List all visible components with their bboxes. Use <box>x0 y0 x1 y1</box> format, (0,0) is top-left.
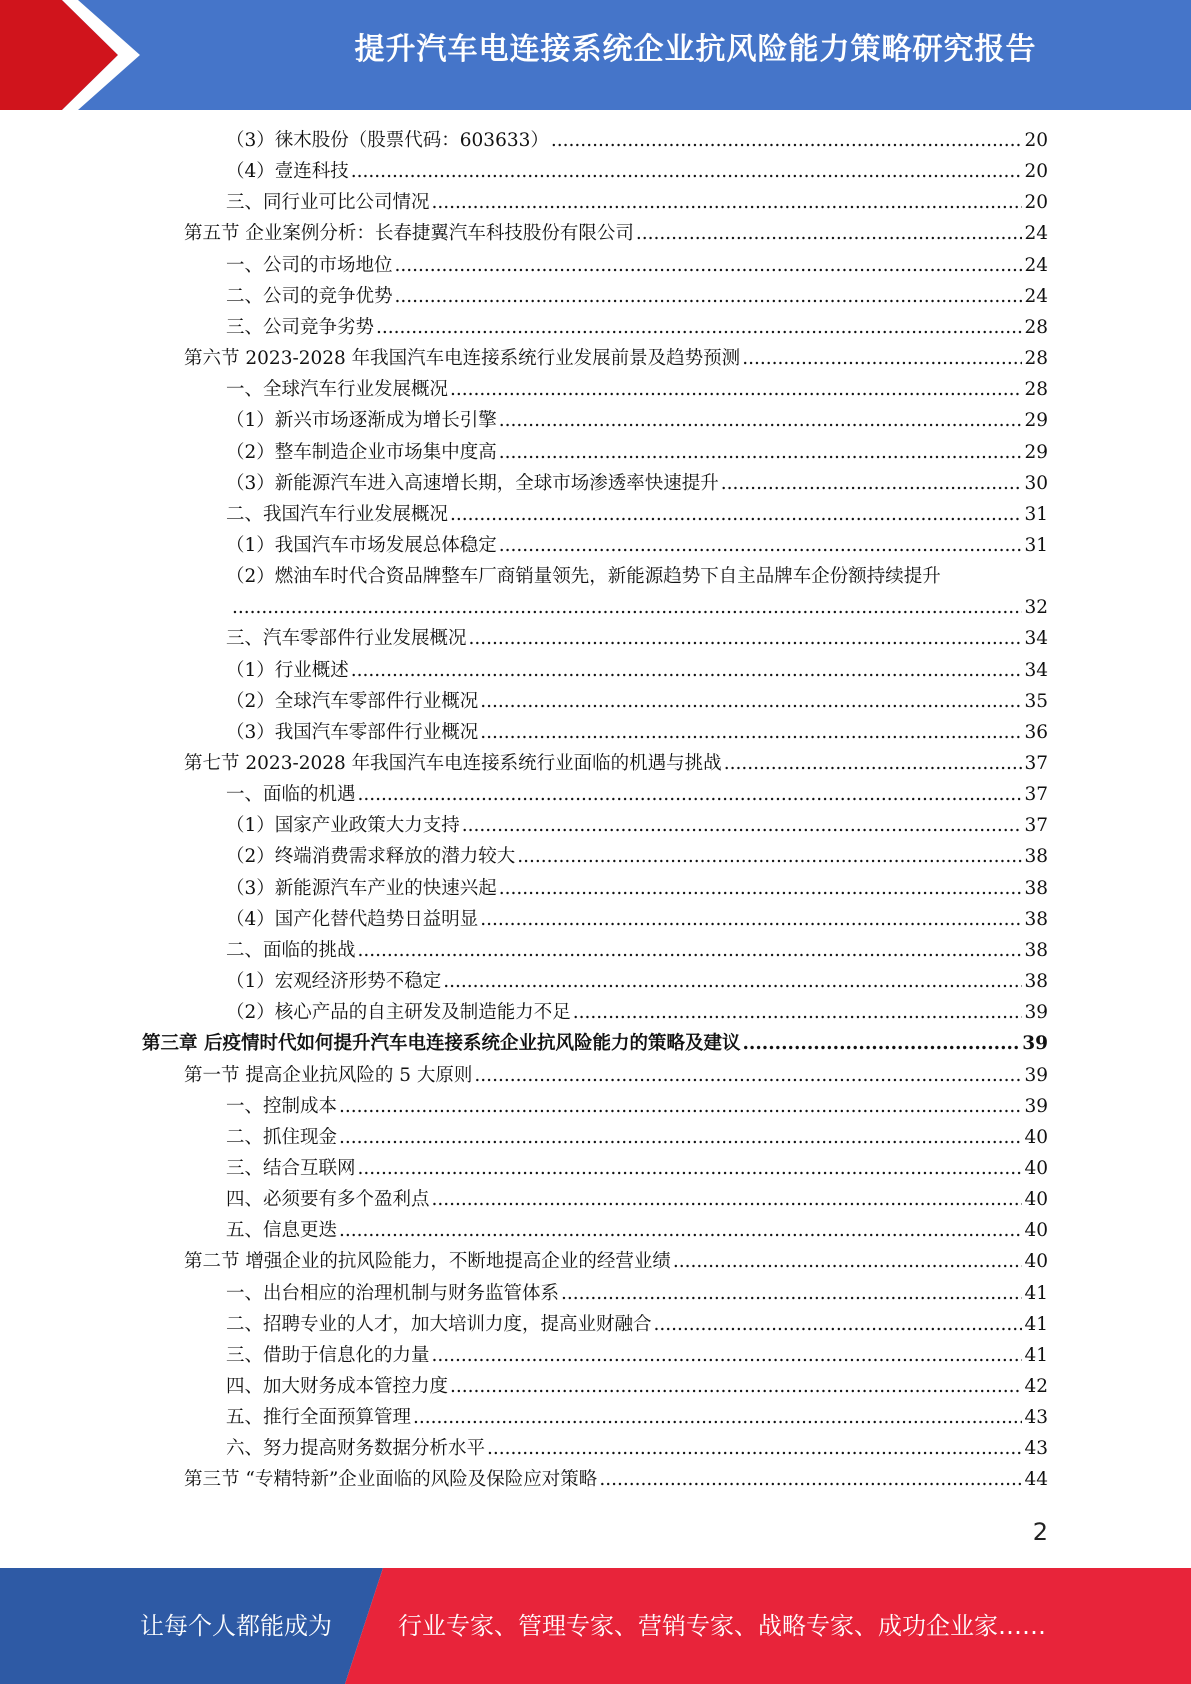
toc-entry-title: （1）行业概述 <box>226 659 349 681</box>
toc-entry[interactable] <box>226 562 1058 592</box>
toc-leader-dots <box>480 718 1022 748</box>
toc-entry-page: 37 <box>1024 815 1048 837</box>
toc-leader-dots <box>742 1029 1020 1059</box>
toc-leader-dots <box>395 282 1023 312</box>
toc-entry-page: 39 <box>1024 1002 1048 1024</box>
toc-entry-title: （1）新兴市场逐渐成为增长引擎 <box>226 410 497 432</box>
toc-leader-dots <box>551 126 1023 156</box>
toc-entry[interactable] <box>226 406 1048 436</box>
page-number: 2 <box>1032 1518 1048 1546</box>
toc-leader-dots <box>742 344 1022 374</box>
toc-entry[interactable] <box>184 1061 1048 1091</box>
toc-entry-page: 20 <box>1024 130 1048 151</box>
toc-leader-dots <box>339 1123 1022 1153</box>
toc-entry[interactable] <box>226 1092 1048 1122</box>
toc-entry-title: 二、我国汽车行业发展概况 <box>226 503 449 525</box>
toc-entry-page: 42 <box>1024 1376 1048 1397</box>
toc-leader-dots <box>636 219 1023 249</box>
toc-leader-dots <box>573 998 1023 1028</box>
toc-entry-title: （3）新能源汽车进入高速增长期，全球市场渗透率快速提升 <box>226 472 719 494</box>
toc-entry-page: 37 <box>1024 784 1048 806</box>
toc-leader-dots <box>232 593 1022 623</box>
toc-leader-dots <box>432 188 1023 218</box>
toc-entry-title: 二、抓住现金 <box>226 1126 338 1148</box>
toc-entry-page: 34 <box>1024 628 1048 650</box>
toc-entry[interactable] <box>184 1465 1048 1495</box>
toc-entry-page: 38 <box>1024 908 1048 930</box>
toc-leader-dots <box>395 251 1023 281</box>
toc-entry-page: 35 <box>1024 690 1048 712</box>
toc-entry-title: 二、招聘专业的人才，加大培训力度，提高业财融合 <box>226 1313 652 1335</box>
toc-entry-title: （1）我国汽车市场发展总体稳定 <box>226 534 497 556</box>
toc-entry-page: 38 <box>1024 877 1048 899</box>
toc-leader-dots <box>462 811 1023 841</box>
toc-leader-dots <box>413 1403 1022 1433</box>
toc-entry-page: 43 <box>1024 1438 1048 1460</box>
toc-entry[interactable] <box>226 251 1048 281</box>
toc-leader-dots <box>351 157 1023 187</box>
toc-entry[interactable] <box>226 531 1048 561</box>
page-header <box>0 0 1191 110</box>
toc-entry[interactable] <box>226 375 1048 405</box>
toc-entry[interactable] <box>226 811 1048 841</box>
toc-entry-title: 一、控制成本 <box>226 1095 338 1117</box>
toc-entry[interactable] <box>226 1372 1048 1402</box>
toc-leader-dots <box>358 780 1023 810</box>
toc-entry[interactable] <box>226 500 1048 530</box>
toc-entry[interactable] <box>226 936 1048 966</box>
toc-entry-page: 29 <box>1024 410 1048 432</box>
toc-entry[interactable] <box>226 718 1048 748</box>
toc-entry-title: （2）燃油车时代合资品牌整车厂商销量领先，新能源趋势下自主品牌车企份额持续提升 <box>226 566 941 588</box>
toc-leader-dots <box>499 406 1023 436</box>
toc-entry-page: 41 <box>1024 1313 1048 1335</box>
toc-entry[interactable] <box>226 1185 1048 1215</box>
toc-entry-title: 第六节 2023-2028 年我国汽车电连接系统行业发展前景及趋势预测 <box>184 348 741 370</box>
toc-entry[interactable] <box>226 1434 1048 1464</box>
toc-entry-page: 20 <box>1024 192 1048 214</box>
toc-leader-dots <box>450 500 1022 530</box>
toc-entry[interactable] <box>226 874 1048 904</box>
toc-entry-title: （2）全球汽车零部件行业概况 <box>226 690 479 712</box>
toc-entry-title: 五、信息更迭 <box>226 1220 338 1242</box>
toc-entry-page: 24 <box>1024 285 1048 307</box>
toc-entry-title: 三、结合互联网 <box>226 1157 356 1179</box>
toc-entry[interactable] <box>226 469 1048 499</box>
toc-entry-title: 三、汽车零部件行业发展概况 <box>226 628 467 650</box>
toc-entry-page: 38 <box>1024 939 1048 961</box>
toc-leader-dots <box>339 1092 1022 1122</box>
toc-leader-dots <box>480 687 1022 717</box>
toc-entry-continuation[interactable] <box>230 593 1048 623</box>
toc-entry[interactable] <box>226 1310 1048 1340</box>
toc-entry[interactable] <box>226 188 1048 218</box>
toc-leader-dots <box>480 905 1022 935</box>
page-footer <box>0 1568 1191 1684</box>
toc-entry[interactable] <box>226 998 1048 1028</box>
toc-entry-page: 38 <box>1024 846 1048 868</box>
toc-entry-title: 一、面临的机遇 <box>226 784 356 806</box>
toc-leader-dots <box>474 1061 1022 1091</box>
toc-entry-page: 28 <box>1024 316 1048 338</box>
toc-entry-page: 44 <box>1024 1469 1048 1491</box>
toc-leader-dots <box>469 624 1023 654</box>
toc-entry-title: （3）徕木股份（股票代码：603633） <box>226 130 549 151</box>
toc-entry-title: （1）宏观经济形势不稳定 <box>226 971 442 993</box>
footer-slogan-left: 让每个人都能成为 <box>140 1612 332 1640</box>
toc-entry-page: 31 <box>1024 503 1048 525</box>
toc-entry-title: 第二节 增强企业的抗风险能力，不断地提高企业的经营业绩 <box>184 1251 671 1273</box>
toc-leader-dots <box>599 1465 1022 1495</box>
toc-leader-dots <box>443 967 1022 997</box>
toc-entry-title: （2）核心产品的自主研发及制造能力不足 <box>226 1002 571 1024</box>
toc-entry-page: 39 <box>1022 1033 1048 1055</box>
toc-entry-title: 一、出台相应的治理机制与财务监管体系 <box>226 1282 560 1304</box>
toc-entry[interactable] <box>226 126 1048 156</box>
toc-entry[interactable] <box>226 842 1048 872</box>
toc-entry-title: 第一节 提高企业抗风险的 5 大原则 <box>184 1064 473 1086</box>
toc-entry[interactable] <box>226 282 1048 312</box>
toc-entry[interactable] <box>226 313 1048 343</box>
toc-entry[interactable] <box>226 967 1048 997</box>
red-chevron-icon <box>0 0 160 110</box>
toc-entry[interactable] <box>226 1154 1048 1184</box>
toc-entry[interactable] <box>226 1123 1048 1153</box>
toc-entry[interactable] <box>226 157 1048 187</box>
toc-entry-title: 第七节 2023-2028 年我国汽车电连接系统行业面临的机遇与挑战 <box>184 753 722 774</box>
toc-entry-page: 40 <box>1024 1189 1048 1211</box>
toc-entry-page: 20 <box>1024 161 1048 183</box>
toc-entry-title: 三、借助于信息化的力量 <box>226 1344 430 1366</box>
toc-entry[interactable] <box>226 905 1048 935</box>
toc-entry-page: 24 <box>1024 223 1048 245</box>
toc-entry-page: 41 <box>1024 1344 1048 1366</box>
toc-leader-dots <box>339 1216 1022 1246</box>
toc-entry[interactable] <box>184 219 1048 249</box>
toc-entry[interactable] <box>226 687 1048 717</box>
toc-leader-dots <box>673 1247 1023 1277</box>
toc-entry-title: 四、必须要有多个盈利点 <box>226 1189 430 1211</box>
toc-entry-title: （2）整车制造企业市场集中度高 <box>226 441 497 463</box>
toc-entry-title: 四、加大财务成本管控力度 <box>226 1376 449 1397</box>
toc-entry-title: （3）我国汽车零部件行业概况 <box>226 721 479 743</box>
footer-slogan-right: 行业专家、管理专家、营销专家、战略专家、成功企业家…… <box>398 1612 1046 1640</box>
toc-leader-dots <box>499 531 1023 561</box>
toc-leader-dots <box>654 1310 1023 1340</box>
toc-entry-title: 一、全球汽车行业发展概况 <box>226 379 449 401</box>
toc-entry-page: 41 <box>1024 1282 1048 1304</box>
toc-entry-page: 34 <box>1024 659 1048 681</box>
toc-leader-dots <box>432 1185 1023 1215</box>
toc-entry-page: 24 <box>1024 254 1048 276</box>
toc-entry-page: 40 <box>1024 1126 1048 1148</box>
toc-entry[interactable] <box>142 1029 1048 1059</box>
toc-entry-page: 28 <box>1024 379 1048 401</box>
toc-leader-dots <box>432 1341 1023 1371</box>
toc-leader-dots <box>351 656 1023 686</box>
toc-entry-title: （4）壹连科技 <box>226 161 349 183</box>
toc-entry[interactable] <box>226 1216 1048 1246</box>
toc-leader-dots <box>358 1154 1023 1184</box>
toc-entry[interactable] <box>226 656 1048 686</box>
toc-entry[interactable] <box>184 749 1048 779</box>
toc-leader-dots <box>724 749 1023 779</box>
toc-entry-title: 六、努力提高财务数据分析水平 <box>226 1438 486 1460</box>
toc-entry[interactable] <box>226 624 1048 654</box>
toc-entry-title: （4）国产化替代趋势日益明显 <box>226 908 479 930</box>
toc-entry-title: 二、面临的挑战 <box>226 939 356 961</box>
toc-entry[interactable] <box>226 780 1048 810</box>
toc-entry-page: 29 <box>1024 441 1048 463</box>
toc-entry[interactable] <box>184 344 1048 374</box>
toc-entry[interactable] <box>226 438 1048 468</box>
toc-entry-page: 36 <box>1024 721 1048 743</box>
toc-entry-title: 第五节 企业案例分析：长春捷翼汽车科技股份有限公司 <box>184 223 634 245</box>
toc-entry-title: 二、公司的竞争优势 <box>226 285 393 307</box>
toc-entry-page: 40 <box>1024 1220 1048 1242</box>
toc-entry-title: 第三章 后疫情时代如何提升汽车电连接系统企业抗风险能力的策略及建议 <box>142 1033 741 1055</box>
toc-entry-page: 38 <box>1024 971 1048 993</box>
toc-entry-page: 31 <box>1024 534 1048 556</box>
toc-entry[interactable] <box>184 1247 1048 1277</box>
toc-entry-page: 40 <box>1024 1157 1048 1179</box>
toc-entry-title: （1）国家产业政策大力支持 <box>226 815 460 837</box>
toc-leader-dots <box>499 874 1023 904</box>
toc-entry-page: 30 <box>1024 472 1048 494</box>
toc-entry[interactable] <box>226 1341 1048 1371</box>
toc-entry-title: （3）新能源汽车产业的快速兴起 <box>226 877 497 899</box>
toc-leader-dots <box>450 375 1022 405</box>
toc-entry-title: （2）终端消费需求释放的潜力较大 <box>226 846 516 868</box>
toc-entry-page: 39 <box>1024 1064 1048 1086</box>
toc-entry-page: 28 <box>1024 348 1048 370</box>
toc-leader-dots <box>561 1279 1022 1309</box>
toc-entry-title: 第三节 “专精特新”企业面临的风险及保险应对策略 <box>184 1469 598 1491</box>
document-title: 提升汽车电连接系统企业抗风险能力策略研究报告 <box>354 32 1037 67</box>
toc-entry-page: 39 <box>1024 1095 1048 1117</box>
toc-entry-title: 一、公司的市场地位 <box>226 254 393 276</box>
toc-entry-page: 40 <box>1024 1251 1048 1273</box>
toc-entry-page: 32 <box>1024 597 1048 619</box>
toc-leader-dots <box>517 842 1022 872</box>
toc-leader-dots <box>487 1434 1022 1464</box>
toc-leader-dots <box>358 936 1023 966</box>
toc-leader-dots <box>376 313 1022 343</box>
toc-entry[interactable] <box>226 1403 1048 1433</box>
toc-entry-title: 五、推行全面预算管理 <box>226 1407 412 1429</box>
toc-entry[interactable] <box>226 1279 1048 1309</box>
toc-leader-dots <box>499 438 1023 468</box>
toc-entry-title: 三、公司竞争劣势 <box>226 316 375 338</box>
toc-leader-dots <box>450 1372 1022 1402</box>
toc-entry-title: 三、同行业可比公司情况 <box>226 192 430 214</box>
toc-entry-page: 43 <box>1024 1407 1048 1429</box>
toc-leader-dots <box>721 469 1023 499</box>
toc-entry-page: 37 <box>1024 753 1048 774</box>
